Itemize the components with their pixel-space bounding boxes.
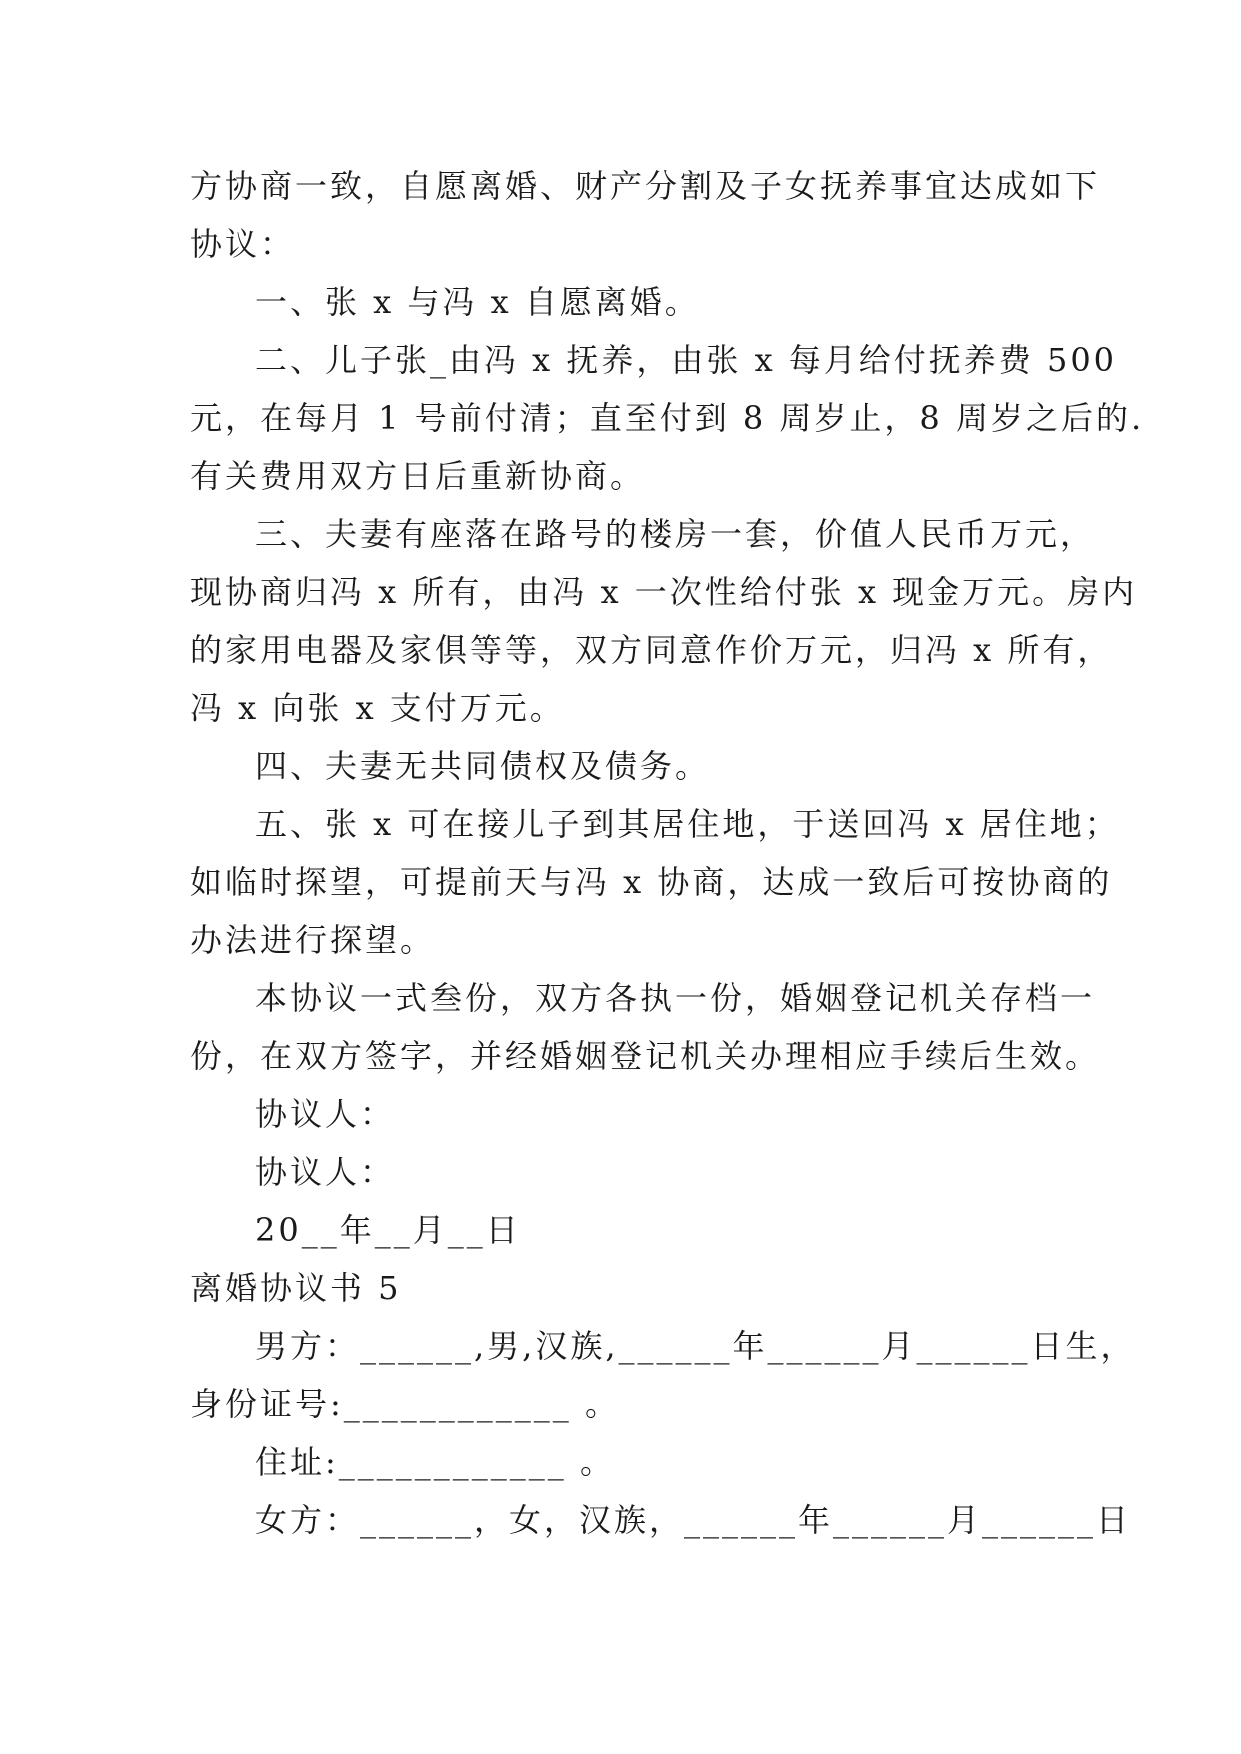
male-party-line: 男方：______,男,汉族,______年______月______日生， [255, 1327, 1136, 1365]
signatory-label: 协议人： [255, 1153, 396, 1191]
clause-5-line: 办法进行探望。 [190, 921, 436, 959]
clause-5-line: 五、张 x 可在接儿子到其居住地，于送回冯 x 居住地； [255, 805, 1120, 843]
clause-4: 四、夫妻无共同债权及债务。 [255, 747, 711, 785]
closing-line: 份，在双方签字，并经婚姻登记机关办理相应手续后生效。 [190, 1037, 1101, 1075]
paragraph-line: 方协商一致，自愿离婚、财产分割及子女抚养事宜达成如下 [190, 167, 1101, 205]
clause-2-line: 有关费用双方日后重新协商。 [190, 457, 646, 495]
paragraph-line: 协议： [190, 225, 296, 263]
id-number-line: 身份证号:____________ 。 [190, 1385, 620, 1423]
clause-1: 一、张 x 与冯 x 自愿离婚。 [255, 283, 700, 321]
clause-3-line: 三、夫妻有座落在路号的楼房一套，价值人民币万元， [255, 515, 1096, 553]
clause-3-line: 冯 x 向张 x 支付万元。 [190, 689, 565, 727]
clause-3-line: 现协商归冯 x 所有，由冯 x 一次性给付张 x 现金万元。房内 [190, 573, 1138, 611]
signatory-label: 协议人： [255, 1095, 396, 1133]
section-heading: 离婚协议书 5 [190, 1269, 402, 1307]
closing-line: 本协议一式叁份，双方各执一份，婚姻登记机关存档一 [255, 979, 1096, 1017]
clause-5-line: 如临时探望，可提前天与冯 x 协商，达成一致后可按协商的 [190, 863, 1113, 901]
date-line: 20__年__月__日 [255, 1211, 521, 1249]
clause-2-line: 元，在每月 1 号前付清；直至付到 8 周岁止，8 周岁之后的. [190, 399, 1145, 437]
address-line: 住址:____________ 。 [255, 1443, 615, 1481]
clause-2-line: 二、儿子张_由冯 x 抚养，由张 x 每月给付抚养费 500 [255, 341, 1118, 379]
clause-3-line: 的家用电器及家俱等等，双方同意作价万元，归冯 x 所有， [190, 631, 1113, 669]
female-party-line: 女方：______，女，汉族，______年______月______日 [255, 1501, 1132, 1539]
